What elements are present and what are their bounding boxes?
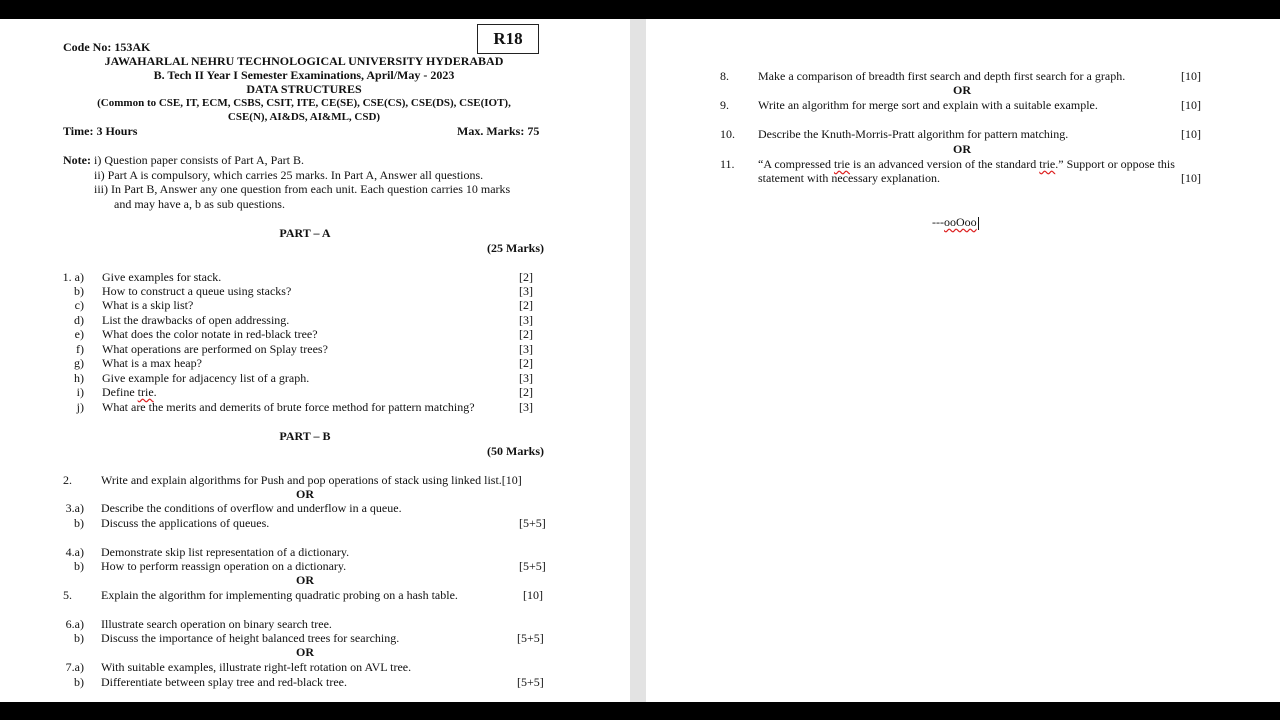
question-marks: [3] bbox=[519, 284, 533, 298]
question-number: b) bbox=[74, 631, 84, 645]
question-number: b) bbox=[74, 559, 84, 573]
spellcheck-word: trie bbox=[137, 385, 154, 399]
question-text: What is a max heap? bbox=[102, 356, 202, 370]
question-marks: [3] bbox=[519, 342, 533, 356]
spellcheck-word: trie bbox=[1039, 157, 1056, 171]
question-number: g) bbox=[74, 356, 84, 370]
note-line-3: iii) In Part B, Answer any one question from each unit. Each question carries 10 marks bbox=[94, 182, 511, 196]
page-gutter bbox=[630, 19, 646, 702]
question-number: i) bbox=[76, 385, 84, 399]
text-segment: “A compressed bbox=[758, 157, 834, 171]
question-marks: [3] bbox=[519, 400, 533, 414]
text-cursor[interactable] bbox=[978, 217, 979, 230]
question-number: 4.a) bbox=[65, 545, 84, 559]
question-number: 9. bbox=[720, 98, 729, 112]
question-marks: [5+5] bbox=[517, 675, 544, 689]
question-text bbox=[102, 385, 157, 399]
question-marks: [2] bbox=[519, 385, 533, 399]
question-number: 8. bbox=[720, 69, 729, 83]
question-number: b) bbox=[74, 516, 84, 530]
question-text: What operations are performed on Splay trees? bbox=[102, 342, 328, 356]
text-segment: is an advanced version of the standard bbox=[849, 157, 1040, 171]
end-marker-ooOoo: ooOoo bbox=[944, 215, 977, 229]
question-marks: [2] bbox=[519, 356, 533, 370]
question-text: Explain the algorithm for implementing quadratic probing on a hash table. bbox=[101, 588, 458, 602]
subject-title: DATA STRUCTURES bbox=[246, 82, 362, 96]
time-label: Time: 3 Hours bbox=[63, 124, 138, 138]
question-number: b) bbox=[74, 675, 84, 689]
question-marks: [3] bbox=[519, 313, 533, 327]
question-text: Give examples for stack. bbox=[102, 270, 222, 284]
question-marks: [2] bbox=[519, 327, 533, 341]
question-number: 10. bbox=[720, 127, 735, 141]
question-text: Discuss the importance of height balanced trees for searching. bbox=[101, 631, 400, 645]
question-marks: [10] bbox=[1181, 171, 1201, 185]
note-label: Note: bbox=[63, 153, 91, 167]
code-number: Code No: 153AK bbox=[63, 40, 151, 54]
question-text: Illustrate search operation on binary search tree. bbox=[101, 617, 332, 631]
question-marks: [10] bbox=[523, 588, 543, 602]
question-text: Describe the conditions of overflow and underflow in a queue. bbox=[101, 501, 402, 515]
question-marks: [2] bbox=[519, 298, 533, 312]
question-number: 7.a) bbox=[65, 660, 84, 674]
question-marks: [5+5] bbox=[519, 559, 546, 573]
question-marks: [10] bbox=[1181, 127, 1201, 141]
common-to-line2: CSE(N), AI&DS, AI&ML, CSD) bbox=[227, 111, 381, 123]
question-number: 2. bbox=[63, 473, 72, 487]
question-number: f) bbox=[76, 342, 84, 356]
question-text-line2: statement with necessary explanation. bbox=[758, 171, 940, 185]
question-text: Write and explain algorithms for Push and pop operations of stack using linked list.[10] bbox=[101, 473, 522, 487]
question-text: Write an algorithm for merge sort and explain with a suitable example. bbox=[758, 98, 1098, 112]
question-number: h) bbox=[74, 371, 84, 385]
question-number: d) bbox=[74, 313, 84, 327]
or-separator: OR bbox=[296, 487, 314, 501]
question-marks: [2] bbox=[519, 270, 533, 284]
part-a-marks: (25 Marks) bbox=[487, 241, 544, 255]
question-marks: [10] bbox=[1181, 98, 1201, 112]
question-number: 3.a) bbox=[65, 501, 84, 515]
question-text: How to perform reassign operation on a dictionary. bbox=[101, 559, 347, 573]
or-separator: OR bbox=[953, 83, 971, 97]
question-number: b) bbox=[74, 284, 84, 298]
question-text: Describe the Knuth-Morris-Pratt algorithm for pattern matching. bbox=[758, 127, 1069, 141]
university-name: JAWAHARLAL NEHRU TECHNOLOGICAL UNIVERSITY HYDERABAD bbox=[104, 54, 504, 68]
question-number: c) bbox=[74, 298, 84, 312]
note-line-4: and may have a, b as sub questions. bbox=[114, 197, 285, 211]
part-a-title: PART – A bbox=[279, 226, 331, 240]
spellcheck-word: trie bbox=[833, 157, 850, 171]
exam-title: B. Tech II Year I Semester Examinations, April/May - 2023 bbox=[153, 68, 455, 82]
question-text: What are the merits and demerits of brute force method for pattern matching? bbox=[102, 400, 475, 414]
text-segment: .” Support or oppose this bbox=[1055, 157, 1175, 171]
question-text: List the drawbacks of open addressing. bbox=[102, 313, 290, 327]
common-to-line1: (Common to CSE, IT, ECM, CSBS, CSIT, ITE, CE(SE), CSE(CS), CSE(DS), CSE(IOT), bbox=[97, 97, 511, 109]
question-marks: [5+5] bbox=[517, 631, 544, 645]
or-separator: OR bbox=[296, 645, 314, 659]
question-number: 6.a) bbox=[65, 617, 84, 631]
or-separator: OR bbox=[296, 573, 314, 587]
question-text: Differentiate between splay tree and red-black tree. bbox=[101, 675, 347, 689]
part-b-marks: (50 Marks) bbox=[487, 444, 544, 458]
question-number: j) bbox=[76, 400, 84, 414]
question-text-line1 bbox=[758, 157, 1175, 171]
end-marker bbox=[932, 215, 979, 230]
question-text-post: . bbox=[153, 385, 157, 399]
question-number: e) bbox=[74, 327, 84, 341]
regulation-box: R18 bbox=[477, 24, 539, 54]
part-b-title: PART – B bbox=[279, 429, 331, 443]
exam-page-right bbox=[646, 19, 1280, 702]
question-marks: [5+5] bbox=[519, 516, 546, 530]
question-text: Give example for adjacency list of a graph. bbox=[102, 371, 310, 385]
question-text: Make a comparison of breadth first search and depth first search for a graph. bbox=[758, 69, 1126, 83]
question-text: Discuss the applications of queues. bbox=[101, 516, 270, 530]
question-marks: [3] bbox=[519, 371, 533, 385]
question-text: With suitable examples, illustrate right-left rotation on AVL tree. bbox=[101, 660, 412, 674]
question-text: What does the color notate in red-black tree? bbox=[102, 327, 318, 341]
question-text-pre: Define bbox=[102, 385, 138, 399]
exam-page-left bbox=[0, 19, 630, 702]
question-text: Demonstrate skip list representation of a dictionary. bbox=[101, 545, 350, 559]
question-number: 11. bbox=[720, 157, 735, 171]
note-line-2: ii) Part A is compulsory, which carries 25 marks. In Part A, Answer all questions. bbox=[94, 168, 484, 182]
or-separator: OR bbox=[953, 142, 971, 156]
question-text: How to construct a queue using stacks? bbox=[102, 284, 292, 298]
max-marks-label: Max. Marks: 75 bbox=[457, 124, 540, 138]
question-text: What is a skip list? bbox=[102, 298, 194, 312]
question-marks: [10] bbox=[1181, 69, 1201, 83]
note-line-1: i) Question paper consists of Part A, Part B. bbox=[94, 153, 304, 167]
question-number: 5. bbox=[63, 588, 72, 602]
question-number: 1. a) bbox=[62, 270, 84, 284]
end-marker-dashes: --- bbox=[932, 215, 944, 229]
